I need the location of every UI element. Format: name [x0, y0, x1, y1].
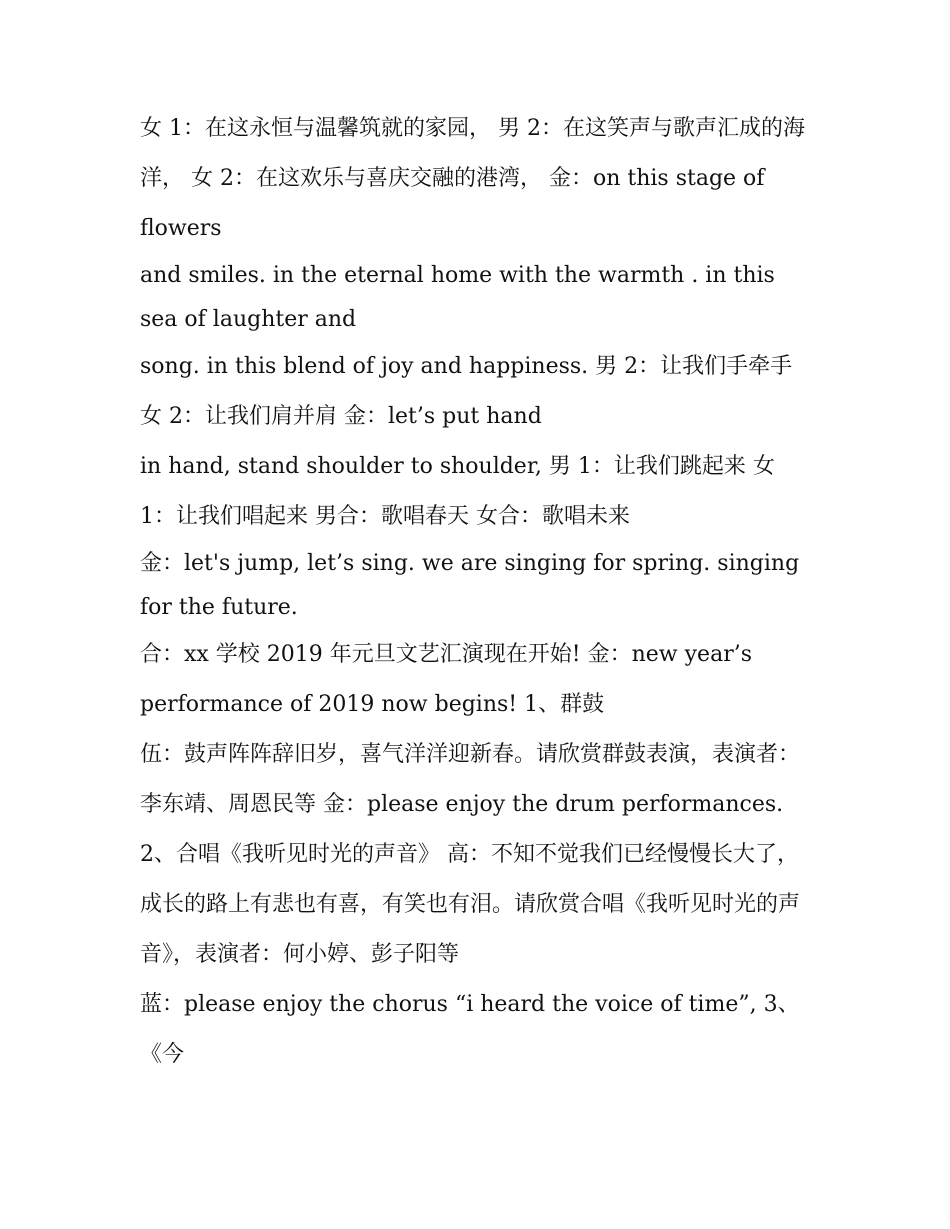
paragraph-chorus-intro: 2、合唱《我听见时光的声音》 高：不知不觉我们已经慢慢长大了，成长的路上有悲也有喜，有笑也有泪。请欣赏合唱《我听见时光的声音》，表演者：何小婷、彭子阳等 — [140, 842, 801, 967]
paragraph-jump-sing: in hand, stand shoulder to shoulder, 男 1：让我们跳起来 女 1：让我们唱起来 男合：歌唱春天 女合：歌唱未来 — [140, 454, 775, 529]
document-body — [140, 104, 812, 1080]
paragraph-singing-future: 金：let's jump, let’s sing. we are singing for spring. singing for the future. — [140, 551, 800, 620]
paragraph-drum-performance: 伍：鼓声阵阵辞旧岁，喜气洋洋迎新春。请欣赏群鼓表演，表演者：李东靖、周恩民等 金：please enjoy the drum performances. — [140, 742, 801, 817]
paragraph-chorus-english: 蓝：please enjoy the chorus “i heard the voice of time”, 3、《今 — [140, 992, 800, 1067]
paragraph-performance-begins: 合：xx 学校 2019 年元旦文艺汇演现在开始! 金：new year’s performance of 2019 now begins! 1、群鼓 — [140, 642, 752, 717]
paragraph-english-smiles: and smiles. in the eternal home with the warmth . in this sea of laughter and — [140, 263, 775, 332]
paragraph-opening-lines: 女 1：在这永恒与温馨筑就的家园， 男 2：在这笑声与歌声汇成的海洋， 女 2：在这欢乐与喜庆交融的港湾， 金：on this stage of flowers — [140, 116, 805, 241]
paragraph-hand-in-hand: song. in this blend of joy and happiness. 男 2：让我们手牵手 女 2：让我们肩并肩 金：let’s put hand — [140, 354, 793, 429]
